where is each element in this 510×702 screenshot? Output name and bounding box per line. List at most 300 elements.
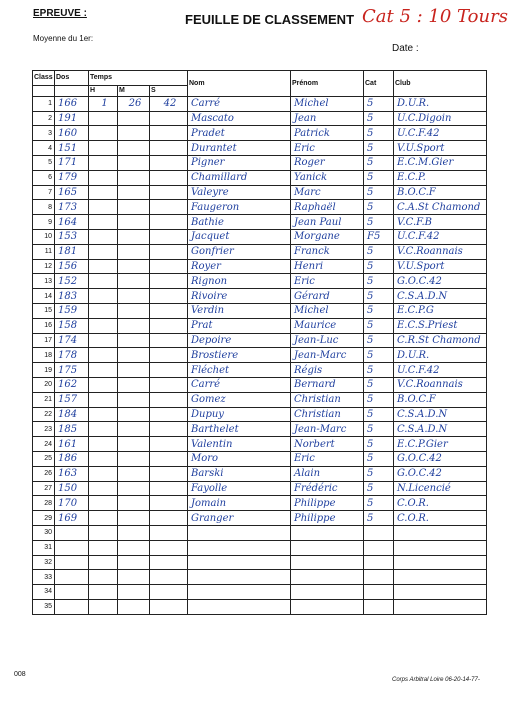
rider-firstname: Jean-Marc [291,422,364,437]
rider-surname: Pigner [188,155,291,170]
bib-number: 157 [55,392,89,407]
table-row [33,96,487,111]
time-hours [89,111,118,126]
table-row [33,274,487,289]
table-row [33,511,487,526]
rider-club: C.S.A.D.N [394,289,487,304]
rider-firstname: Raphaël [291,200,364,215]
rider-firstname [291,525,364,540]
rider-club [394,555,487,570]
rider-club: E.C.M.Gier [394,155,487,170]
rider-club: C.S.A.D.N [394,407,487,422]
row-number: 27 [33,481,55,496]
rider-club [394,599,487,614]
date-label: Date : [392,43,419,54]
rider-firstname [291,599,364,614]
rider-category: 5 [364,170,394,185]
bib-number: 191 [55,111,89,126]
row-number: 5 [33,155,55,170]
rider-category: 5 [364,289,394,304]
rider-club: U.C.F.42 [394,126,487,141]
time-seconds [150,111,188,126]
time-hours [89,466,118,481]
rider-club: C.R.St Chamond [394,333,487,348]
time-minutes [118,155,150,170]
rider-firstname: Frédéric [291,481,364,496]
rider-surname: Jacquet [188,229,291,244]
time-minutes [118,451,150,466]
rider-surname: Fayolle [188,481,291,496]
rider-category: 5 [364,511,394,526]
header-row [33,71,487,86]
time-seconds [150,466,188,481]
bib-number [55,585,89,600]
bib-number: 181 [55,244,89,259]
rider-firstname: Jean-Luc [291,333,364,348]
rider-surname [188,525,291,540]
time-hours [89,422,118,437]
bib-number: 158 [55,318,89,333]
rider-club: E.C.P.G [394,303,487,318]
rider-surname: Valeyre [188,185,291,200]
bib-number: 174 [55,333,89,348]
rider-category: 5 [364,422,394,437]
rider-club: D.U.R. [394,348,487,363]
time-hours [89,200,118,215]
rider-surname: Mascato [188,111,291,126]
time-seconds: 42 [150,96,188,111]
rider-firstname: Franck [291,244,364,259]
time-hours [89,407,118,422]
footer-credit: Corps Arbitral Loire 06-20-14-77- [392,677,480,683]
row-number: 34 [33,585,55,600]
table-row [33,155,487,170]
rider-category: 5 [364,215,394,230]
rider-firstname: Henri [291,259,364,274]
rider-surname: Carré [188,377,291,392]
col-cat: Cat [364,71,394,97]
time-hours [89,363,118,378]
col-club: Club [394,71,487,97]
row-number: 25 [33,451,55,466]
rider-surname: Rignon [188,274,291,289]
bib-number: 183 [55,289,89,304]
table-row [33,229,487,244]
rider-category: 5 [364,466,394,481]
bib-number: 165 [55,185,89,200]
col-nom: Nom [188,71,291,97]
time-hours [89,496,118,511]
time-seconds [150,141,188,156]
time-seconds [150,481,188,496]
col-dos: Dos [55,71,89,86]
bib-number: 161 [55,437,89,452]
time-minutes [118,274,150,289]
row-number: 18 [33,348,55,363]
time-seconds [150,555,188,570]
time-hours [89,585,118,600]
time-minutes [118,244,150,259]
bib-number: 151 [55,141,89,156]
rider-firstname: Morgane [291,229,364,244]
table-row [33,525,487,540]
classement-table [32,70,487,615]
time-hours [89,229,118,244]
row-number: 17 [33,333,55,348]
time-minutes [118,200,150,215]
time-minutes [118,377,150,392]
table-row [33,407,487,422]
col-class-blank [33,85,55,96]
col-s: S [150,85,188,96]
time-hours [89,525,118,540]
rider-club: C.S.A.D.N [394,422,487,437]
time-hours [89,570,118,585]
bib-number: 166 [55,96,89,111]
rider-category: 5 [364,377,394,392]
rider-surname: Gomez [188,392,291,407]
col-temps: Temps [89,71,188,86]
table-row [33,141,487,156]
time-minutes [118,437,150,452]
rider-firstname: Jean [291,111,364,126]
bib-number: 150 [55,481,89,496]
time-minutes [118,259,150,274]
bib-number: 171 [55,155,89,170]
rider-category: 5 [364,155,394,170]
time-seconds [150,392,188,407]
rider-club: C.O.R. [394,496,487,511]
rider-firstname: Eric [291,274,364,289]
rider-surname [188,540,291,555]
rider-firstname: Eric [291,141,364,156]
time-seconds [150,200,188,215]
time-seconds [150,540,188,555]
rider-category: 5 [364,141,394,156]
rider-club: D.U.R. [394,96,487,111]
rider-category: 5 [364,126,394,141]
table-row [33,466,487,481]
time-seconds [150,599,188,614]
rider-firstname [291,570,364,585]
row-number: 26 [33,466,55,481]
rider-surname: Faugeron [188,200,291,215]
rider-category [364,555,394,570]
time-seconds [150,215,188,230]
time-minutes [118,289,150,304]
time-hours [89,540,118,555]
time-seconds [150,318,188,333]
rider-firstname: Maurice [291,318,364,333]
rider-surname [188,555,291,570]
bib-number: 152 [55,274,89,289]
rider-category [364,599,394,614]
time-hours [89,126,118,141]
time-hours [89,511,118,526]
rider-surname: Verdin [188,303,291,318]
row-number: 10 [33,229,55,244]
rider-club: V.C.Roannais [394,244,487,259]
rider-club: E.C.P. [394,170,487,185]
rider-category: 5 [364,274,394,289]
time-seconds [150,333,188,348]
bib-number [55,599,89,614]
rider-surname [188,570,291,585]
moyenne-label: Moyenne du 1er: [33,34,94,43]
rider-surname: Carré [188,96,291,111]
row-number: 3 [33,126,55,141]
bib-number: 184 [55,407,89,422]
table-row [33,259,487,274]
time-hours [89,392,118,407]
row-number: 13 [33,274,55,289]
table-row [33,303,487,318]
rider-category: 5 [364,200,394,215]
time-minutes [118,585,150,600]
rider-surname: Dupuy [188,407,291,422]
rider-category: 5 [364,244,394,259]
rider-surname: Barski [188,466,291,481]
row-number: 1 [33,96,55,111]
rider-category [364,525,394,540]
rider-club: C.O.R. [394,511,487,526]
rider-club [394,570,487,585]
time-minutes [118,570,150,585]
time-hours [89,244,118,259]
table-row [33,244,487,259]
row-number: 32 [33,555,55,570]
time-minutes [118,540,150,555]
time-minutes [118,481,150,496]
row-number: 28 [33,496,55,511]
rider-club: U.C.F.42 [394,229,487,244]
time-minutes [118,511,150,526]
time-minutes [118,363,150,378]
rider-club: G.O.C.42 [394,274,487,289]
time-hours [89,555,118,570]
time-minutes: 26 [118,96,150,111]
row-number: 7 [33,185,55,200]
time-minutes [118,599,150,614]
rider-surname: Royer [188,259,291,274]
time-minutes [118,348,150,363]
rider-club: G.O.C.42 [394,451,487,466]
rider-firstname: Norbert [291,437,364,452]
time-hours: 1 [89,96,118,111]
time-seconds [150,244,188,259]
rider-club [394,525,487,540]
table-row [33,215,487,230]
row-number: 24 [33,437,55,452]
rider-firstname: Roger [291,155,364,170]
time-seconds [150,525,188,540]
time-hours [89,348,118,363]
time-minutes [118,126,150,141]
table-row [33,540,487,555]
bib-number: 170 [55,496,89,511]
rider-category: 5 [364,451,394,466]
table-body [33,96,487,614]
table-row [33,555,487,570]
row-number: 8 [33,200,55,215]
time-minutes [118,422,150,437]
table-row [33,599,487,614]
rider-club: G.O.C.42 [394,466,487,481]
time-minutes [118,496,150,511]
bib-number [55,570,89,585]
time-seconds [150,496,188,511]
bib-number [55,525,89,540]
table-row [33,185,487,200]
rider-club: E.C.S.Priest [394,318,487,333]
time-minutes [118,303,150,318]
rider-firstname: Bernard [291,377,364,392]
time-hours [89,170,118,185]
rider-club: B.O.C.F [394,392,487,407]
row-number: 4 [33,141,55,156]
time-seconds [150,126,188,141]
rider-club: V.U.Sport [394,259,487,274]
row-number: 29 [33,511,55,526]
table-row [33,422,487,437]
rider-category: 5 [364,481,394,496]
rider-surname [188,585,291,600]
table-row [33,481,487,496]
rider-category [364,570,394,585]
rider-firstname: Jean Paul [291,215,364,230]
rider-category: 5 [364,392,394,407]
row-number: 20 [33,377,55,392]
rider-surname: Prat [188,318,291,333]
row-number: 6 [33,170,55,185]
rider-surname: Chamillard [188,170,291,185]
bib-number: 162 [55,377,89,392]
rider-surname: Barthelet [188,422,291,437]
table-row [33,111,487,126]
epreuve-label: EPREUVE : [33,8,87,19]
time-seconds [150,422,188,437]
rider-category [364,585,394,600]
row-number: 22 [33,407,55,422]
rider-surname: Depoire [188,333,291,348]
time-minutes [118,392,150,407]
table-row [33,289,487,304]
time-seconds [150,451,188,466]
bib-number [55,555,89,570]
rider-firstname: Jean-Marc [291,348,364,363]
bib-number: 186 [55,451,89,466]
time-minutes [118,466,150,481]
rider-category: 5 [364,437,394,452]
rider-club: E.C.P.Gier [394,437,487,452]
time-minutes [118,229,150,244]
row-number: 14 [33,289,55,304]
rider-firstname: Gérard [291,289,364,304]
time-minutes [118,141,150,156]
rider-club: V.U.Sport [394,141,487,156]
bib-number: 169 [55,511,89,526]
rider-club: C.A.St Chamond [394,200,487,215]
table-row [33,170,487,185]
row-number: 35 [33,599,55,614]
time-seconds [150,363,188,378]
time-seconds [150,437,188,452]
rider-category: 5 [364,111,394,126]
time-minutes [118,555,150,570]
rider-surname: Durantet [188,141,291,156]
rider-surname: Brostiere [188,348,291,363]
time-seconds [150,274,188,289]
table-row [33,451,487,466]
rider-surname: Moro [188,451,291,466]
row-number: 9 [33,215,55,230]
time-hours [89,274,118,289]
rider-category [364,540,394,555]
row-number: 16 [33,318,55,333]
time-minutes [118,170,150,185]
time-hours [89,185,118,200]
row-number: 21 [33,392,55,407]
bib-number: 156 [55,259,89,274]
time-hours [89,599,118,614]
rider-firstname: Marc [291,185,364,200]
time-hours [89,303,118,318]
time-minutes [118,318,150,333]
rider-surname: Jomain [188,496,291,511]
bib-number: 179 [55,170,89,185]
time-seconds [150,407,188,422]
time-hours [89,141,118,156]
time-seconds [150,289,188,304]
rider-firstname [291,585,364,600]
rider-category: 5 [364,363,394,378]
rider-club [394,540,487,555]
rider-surname: Rivoire [188,289,291,304]
rider-firstname: Philippe [291,511,364,526]
time-seconds [150,377,188,392]
rider-firstname [291,555,364,570]
time-seconds [150,185,188,200]
time-hours [89,377,118,392]
time-seconds [150,585,188,600]
rider-surname: Pradet [188,126,291,141]
table-row [33,363,487,378]
col-dos-blank [55,85,89,96]
table-row [33,570,487,585]
rider-category: 5 [364,318,394,333]
footer-page-number: 008 [14,671,26,678]
time-seconds [150,259,188,274]
rider-category: 5 [364,96,394,111]
bib-number: 160 [55,126,89,141]
table-row [33,348,487,363]
rider-club: V.C.Roannais [394,377,487,392]
rider-firstname: Eric [291,451,364,466]
bib-number: 175 [55,363,89,378]
row-number: 2 [33,111,55,126]
time-hours [89,481,118,496]
time-seconds [150,303,188,318]
rider-surname: Bathie [188,215,291,230]
time-minutes [118,185,150,200]
rider-category: 5 [364,348,394,363]
rider-club: N.Licencié [394,481,487,496]
bib-number: 153 [55,229,89,244]
time-seconds [150,348,188,363]
row-number: 33 [33,570,55,585]
time-hours [89,451,118,466]
rider-firstname: Christian [291,392,364,407]
